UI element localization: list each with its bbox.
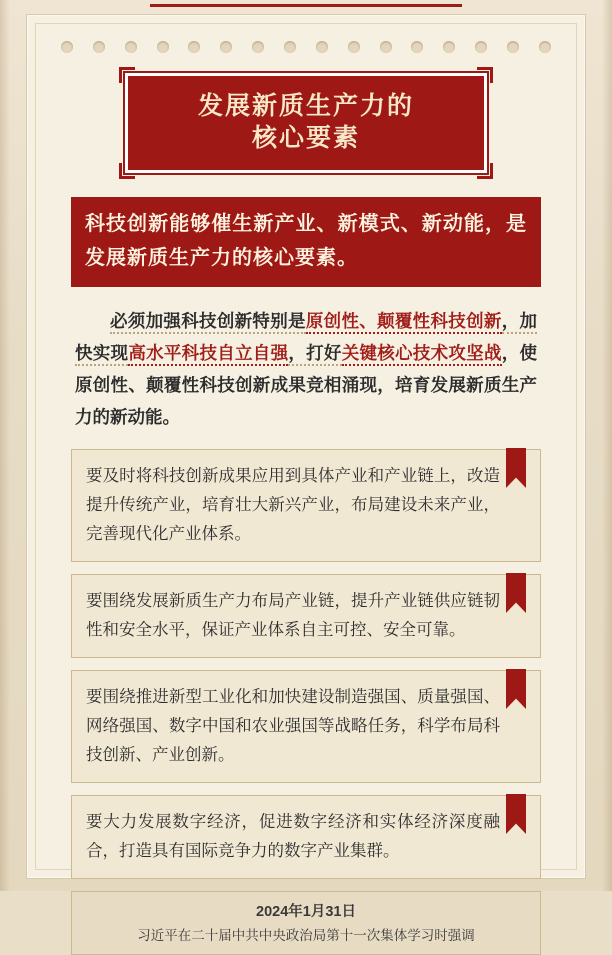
poster-content [71,65,541,943]
poster-card [26,14,586,943]
footer-date: 2024年1月31日 [256,904,356,920]
perforation-dot [61,41,73,53]
lead-highlight-3: 关键核心技术攻坚战 [342,343,502,366]
perforation-dot [380,41,392,53]
list-item [71,574,541,658]
highlight-quote: 科技创新能够催生新产业、新模式、新动能，是发展新质生产力的核心要素。 [71,197,541,287]
footer-source: 习近平在二十届中共中央政治局第十一次集体学习时强调 [137,928,475,943]
perforation-dot [93,41,105,53]
perforation-dot [411,41,423,53]
perforation-dot [348,41,360,53]
lead-highlight-2: 高水平科技自立自强 [128,343,288,366]
bookmark-ribbon-icon [506,794,526,834]
perforation-dot [220,41,232,53]
title-corner-bottom-right [477,163,493,179]
title-line-2: 核心要素 [251,124,360,152]
title-corner-top-right [477,67,493,83]
perforation-dot [316,41,328,53]
bookmark-ribbon-icon [506,573,526,613]
perforation-dot [252,41,264,53]
perforation-row [61,41,551,53]
point-text: 要大力发展数字经济，促进数字经济和实体经济深度融合，打造具有国际竞争力的数字产业集群。 [86,813,500,860]
page-title [125,73,487,173]
perforation-dot [539,41,551,53]
point-text: 要围绕发展新质生产力布局产业链，提升产业链供应链韧性和安全水平，保证产业体系自主可控、安全可靠。 [86,592,500,639]
perforation-dot [443,41,455,53]
lead-segment-2: ，加快实现 [75,311,537,366]
point-list [71,449,541,879]
title-line-1: 发展新质生产力的 [197,92,414,120]
list-item [71,795,541,879]
lead-segment-4: ，使原创性、颠覆性科技创新成果竞相涌现，培育发展新质生产力的新动能。 [75,343,538,427]
perforation-dot [507,41,519,53]
lead-segment-1: 必须加强科技创新特别是 [110,311,306,334]
lead-paragraph [75,305,537,433]
title-corner-bottom-left [119,163,135,179]
perforation-dot [188,41,200,53]
footer [71,891,541,955]
point-text: 要围绕推进新型工业化和加快建设制造强国、质量强国、网络强国、数字中国和农业强国等战略任务，科学布局科技创新、产业创新。 [86,688,500,764]
bookmark-ribbon-icon [506,669,526,709]
perforation-dot [284,41,296,53]
lead-segment-3: ，打好 [288,343,341,366]
page-edge-right [602,0,612,891]
title-corner-top-left [119,67,135,83]
lead-highlight-1: 原创性、颠覆性科技创新 [306,311,502,334]
list-item [71,449,541,562]
perforation-dot [125,41,137,53]
perforation-dot [475,41,487,53]
list-item [71,670,541,783]
top-accent-rule [150,4,462,7]
perforation-dot [157,41,169,53]
bookmark-ribbon-icon [506,448,526,488]
page-edge-left [0,0,10,891]
point-text: 要及时将科技创新成果应用到具体产业和产业链上，改造提升传统产业，培育壮大新兴产业，布局建设未来产业，完善现代化产业体系。 [86,467,500,543]
